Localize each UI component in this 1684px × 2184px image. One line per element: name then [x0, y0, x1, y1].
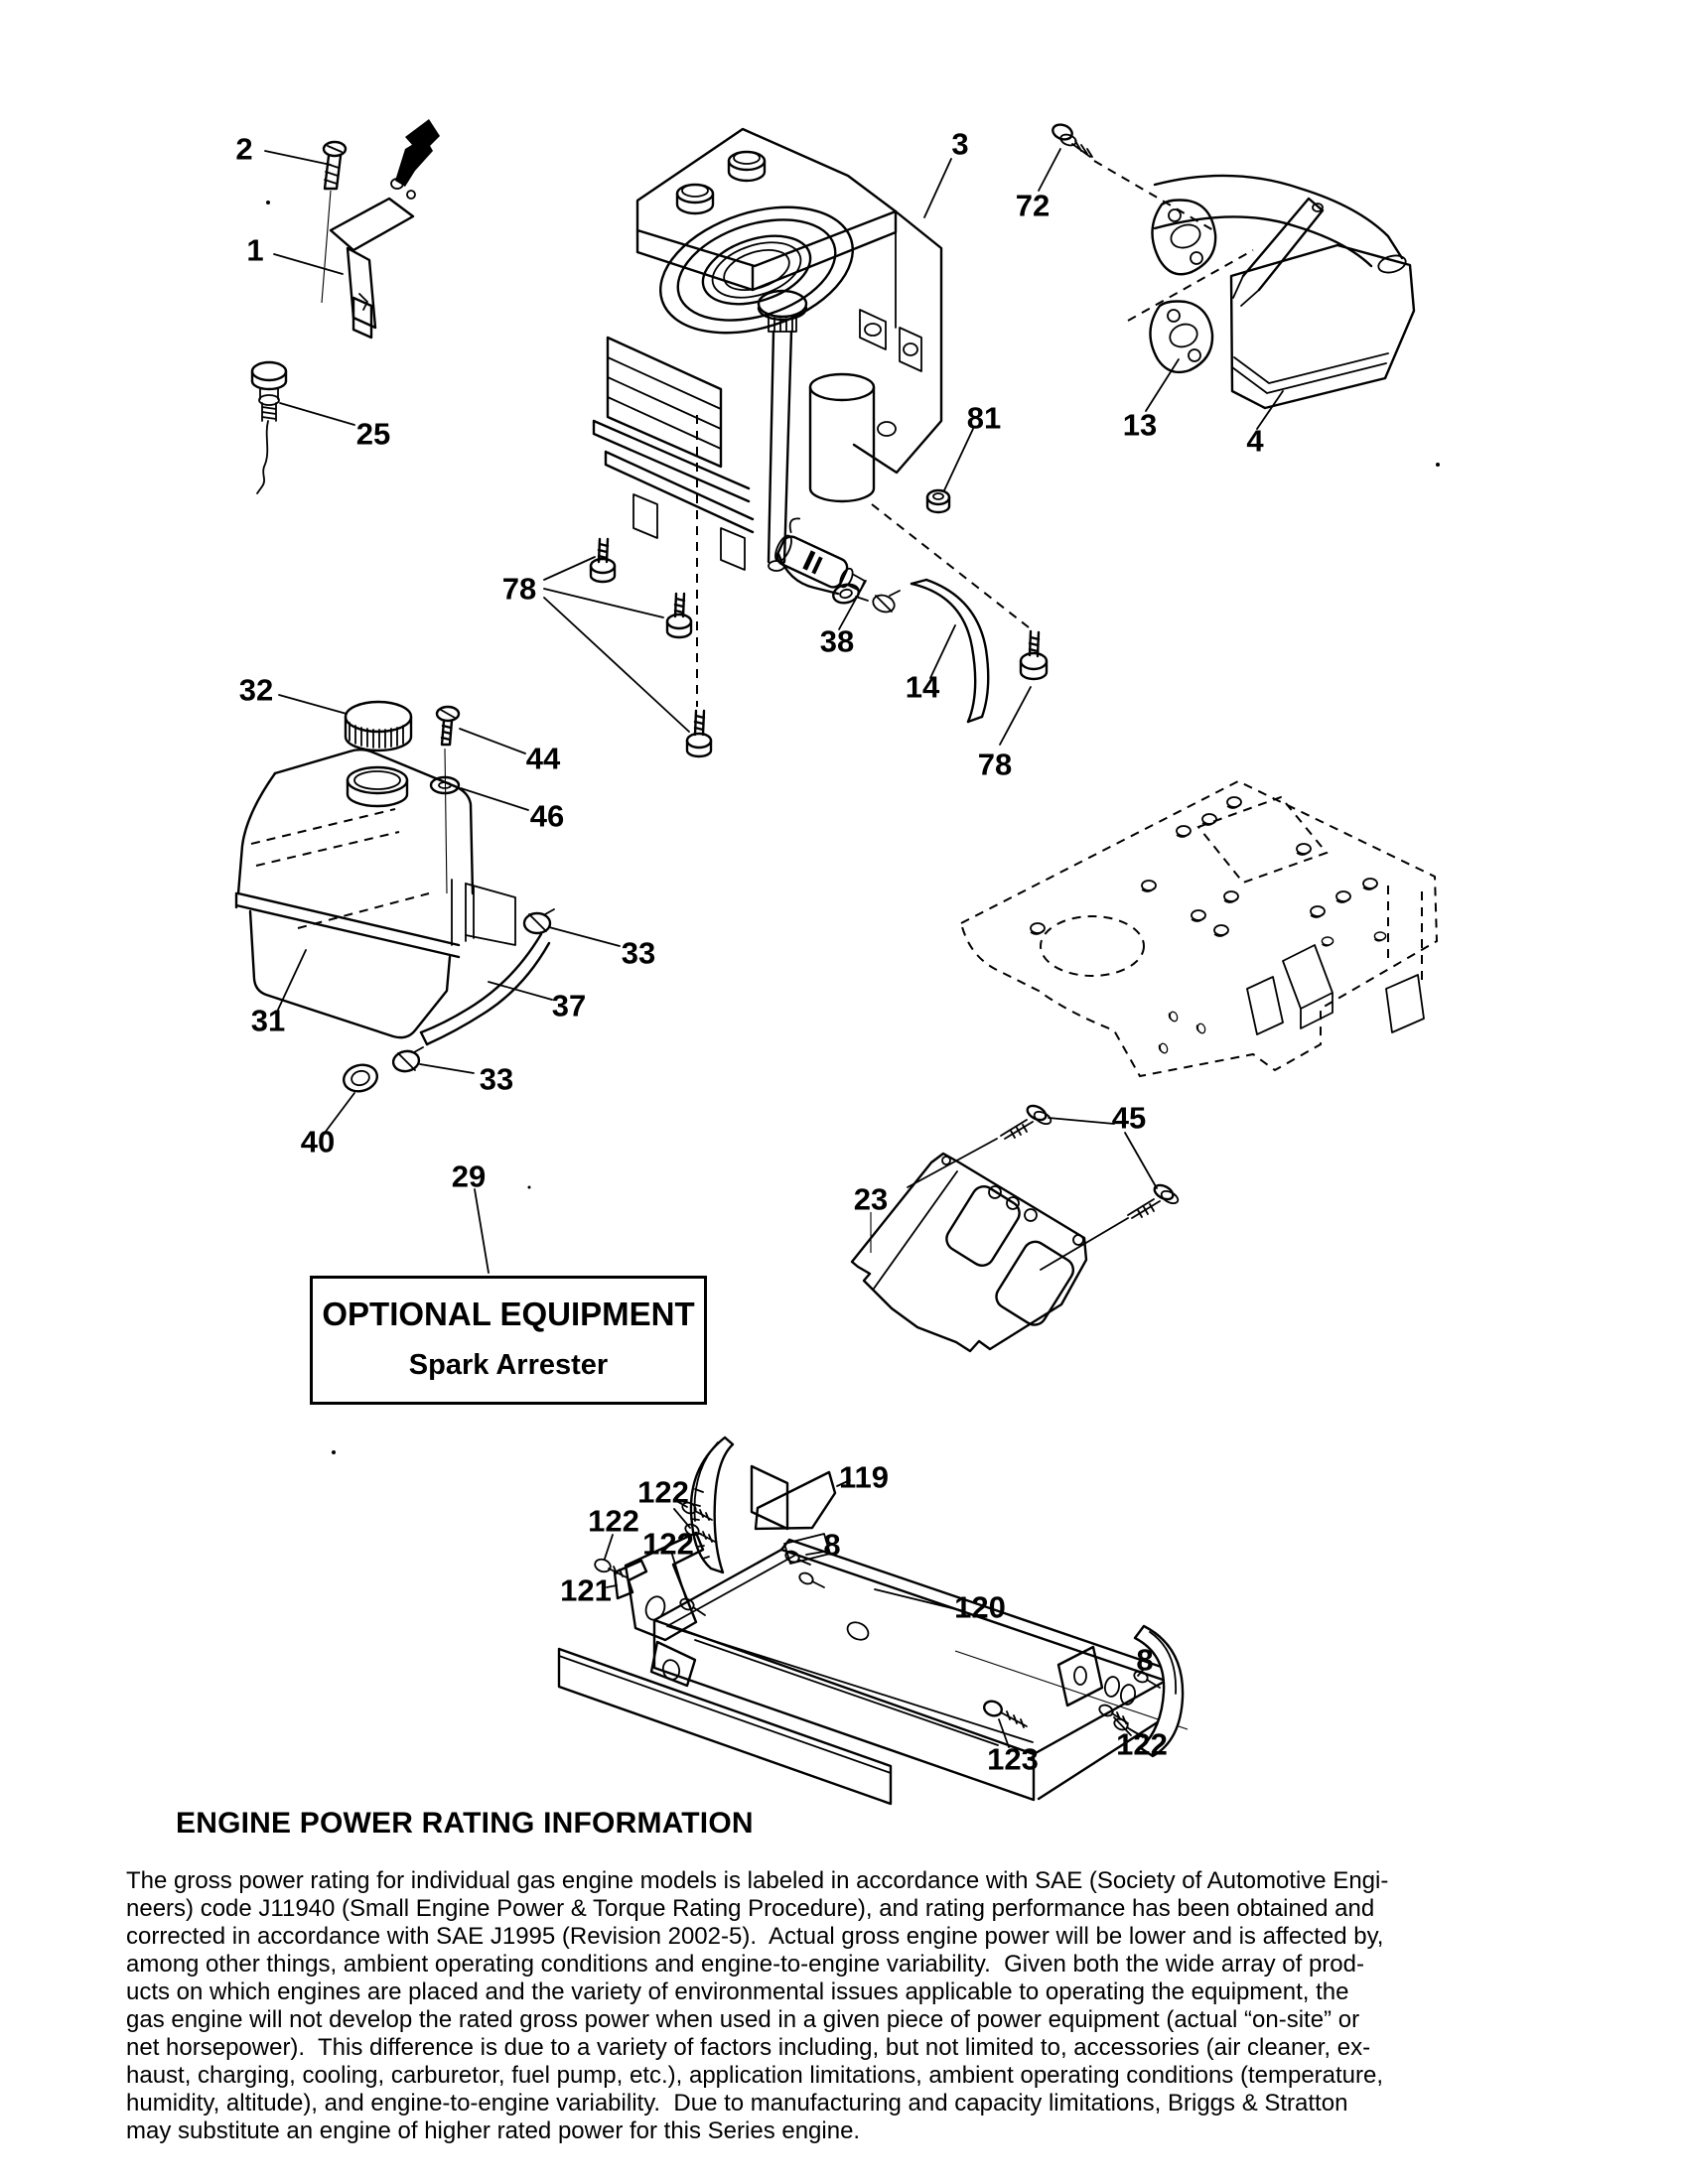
part-label-8a: 8 — [823, 1527, 841, 1563]
muffler-drawing — [1039, 122, 1414, 429]
engine-drawing — [544, 126, 1047, 756]
paragraph-line: may substitute an engine of higher rated power for this Series engine. — [126, 2117, 861, 2144]
optional-equipment-subtitle: Spark Arrester — [408, 1349, 609, 1381]
part-label-33a: 33 — [621, 935, 656, 971]
part-label-78a: 78 — [501, 571, 537, 607]
paragraph-line: net horsepower). This difference is due to a variety of factors including, but not limited to, accessories (air cleaner, ex- — [126, 2034, 1371, 2061]
part-label-122d: 122 — [1116, 1726, 1168, 1762]
optional-equipment-box — [310, 1276, 707, 1405]
paragraph-line: humidity, altitude), and engine-to-engine variability. Due to manufacturing and capacity limitations, Briggs & Stratton — [126, 2090, 1348, 2116]
scan-specks — [266, 201, 1440, 1454]
optional-equipment-title: OPTIONAL EQUIPMENT — [322, 1296, 695, 1332]
part-label-37: 37 — [551, 988, 587, 1024]
part-label-2: 2 — [235, 131, 253, 167]
part-label-32: 32 — [238, 672, 274, 708]
chassis-plate-drawing — [961, 781, 1437, 1076]
part-label-1: 1 — [246, 232, 264, 268]
part-label-38: 38 — [819, 623, 855, 659]
paragraph-line: ucts on which engines are placed and the variety of environmental issues applicable to operating the equipment, the — [126, 1979, 1349, 2005]
paragraph-line: The gross power rating for individual gas engine models is labeled in accordance with SAE (Society of Automotive Engi- — [126, 1867, 1389, 1894]
part-labels — [235, 127, 1264, 1777]
part-label-123: 123 — [987, 1741, 1039, 1777]
part-label-40: 40 — [300, 1124, 336, 1160]
part-label-120: 120 — [954, 1589, 1006, 1625]
part-label-8b: 8 — [1136, 1642, 1154, 1678]
part-label-121: 121 — [560, 1572, 612, 1608]
optional-equipment-leader — [475, 1189, 489, 1273]
part-label-122a: 122 — [637, 1474, 689, 1510]
part-label-122b: 122 — [588, 1503, 639, 1539]
engine-power-heading: ENGINE POWER RATING INFORMATION — [176, 1807, 754, 1840]
part-label-25: 25 — [355, 416, 391, 452]
part-label-44: 44 — [525, 741, 561, 776]
part-label-33b: 33 — [479, 1061, 514, 1097]
part-label-4: 4 — [1246, 423, 1264, 459]
part-label-14: 14 — [905, 669, 940, 705]
part-label-81: 81 — [966, 400, 1002, 436]
paragraph-line: gas engine will not develop the rated gross power when used in a given piece of power equipment (actual “on-site” or — [126, 2006, 1360, 2033]
paragraph-line: haust, charging, cooling, carburetor, fuel pump, etc.), application limitations, ambient operating conditions (temperature, — [126, 2062, 1384, 2089]
part-label-29: 29 — [451, 1159, 487, 1194]
part-label-119: 119 — [838, 1459, 890, 1495]
paragraph-line: among other things, ambient operating conditions and engine-to-engine variability. Given both the wide array of prod- — [126, 1951, 1364, 1978]
fuel-tank-drawing — [236, 695, 620, 1133]
part-label-122c: 122 — [642, 1526, 694, 1562]
part-label-13: 13 — [1122, 407, 1158, 443]
engine-power-paragraph — [126, 1867, 1388, 2145]
part-label-78b: 78 — [977, 747, 1013, 782]
heat-shield-drawing — [852, 1100, 1180, 1351]
part-label-46: 46 — [529, 798, 565, 834]
paragraph-line: corrected in accordance with SAE J1995 (Revision 2002-5). Actual gross engine power will be lower and is affected by, — [126, 1923, 1384, 1950]
part-label-72: 72 — [1015, 188, 1051, 223]
paragraph-line: neers) code J11940 (Small Engine Power & Torque Rating Procedure), and rating performance has been obtained and — [126, 1895, 1375, 1922]
part-label-23: 23 — [853, 1181, 889, 1217]
part-label-45: 45 — [1111, 1100, 1147, 1136]
part-label-3: 3 — [951, 126, 969, 162]
throttle-control-drawing — [252, 119, 440, 493]
part-label-31: 31 — [250, 1003, 286, 1038]
